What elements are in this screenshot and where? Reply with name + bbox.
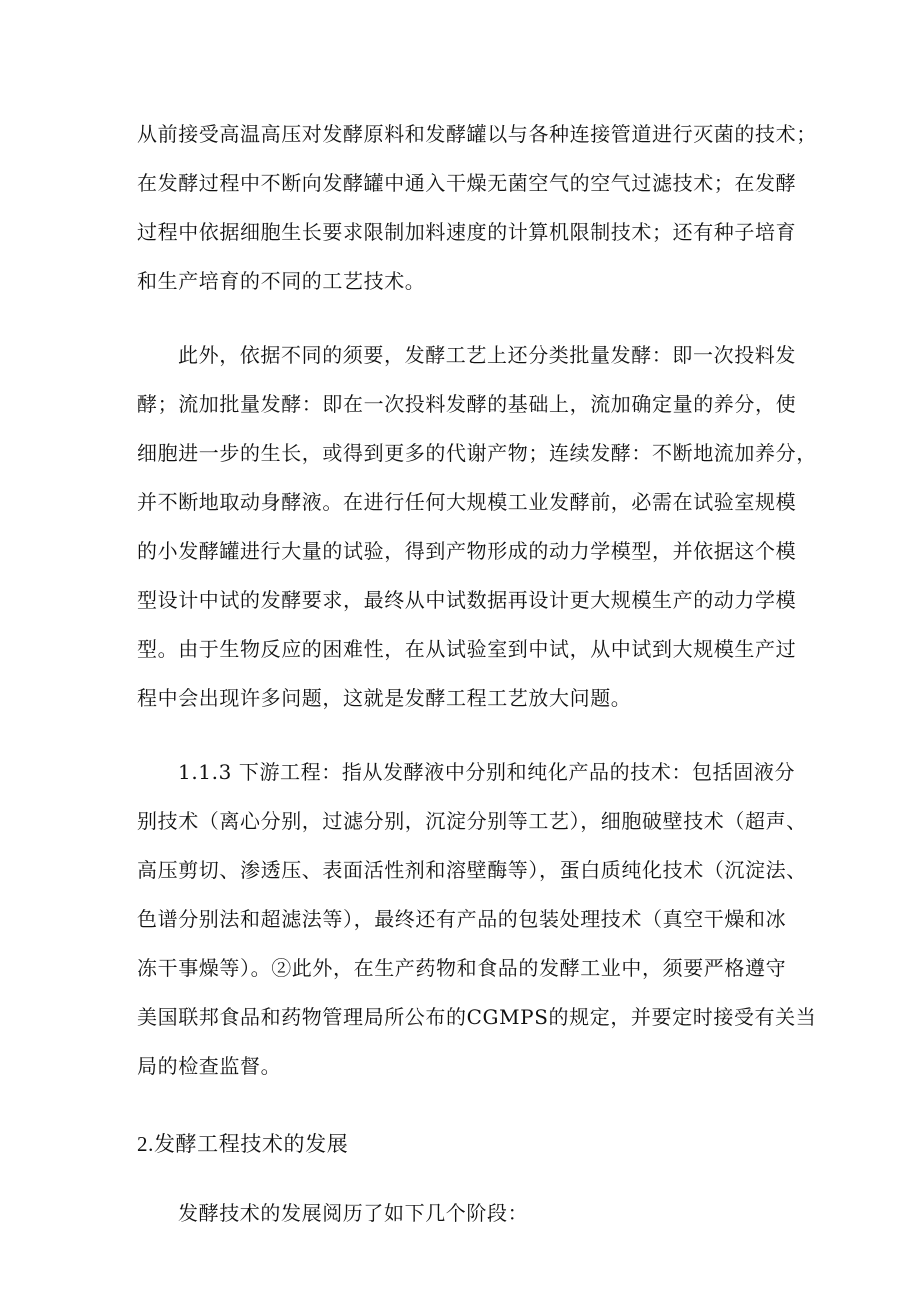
paragraph-3-line-5: 冻干事燥等）。②此外，在生产药物和食品的发酵工业中，须要严格遵守 <box>137 956 787 980</box>
paragraph-3-line-1: 1.1.3 下游工程：指从发酵液中分别和纯化产品的技术：包括固液分 <box>178 760 796 784</box>
paragraph-3-line-3: 高压剪切、渗透压、表面活性剂和溶壁酶等），蛋白质纯化技术（沉淀法、 <box>137 858 807 882</box>
paragraph-2-line-3: 细胞进一步的生长，或得到更多的代谢产物；连续发酵：不断地流加养分， <box>137 441 817 465</box>
paragraph-3-line-4: 色谱分别法和超滤法等），最终还有产品的包装处理技术（真空干燥和冰 <box>137 907 787 931</box>
paragraph-1-line-4: 和生产培育的不同的工艺技术。 <box>137 269 426 293</box>
paragraph-1-line-2: 在发酵过程中不断向发酵罐中通入干燥无菌空气的空气过滤技术；在发酵 <box>137 171 797 195</box>
paragraph-2-line-2: 酵；流加批量发酵：即在一次投料发酵的基础上，流加确定量的养分，使 <box>137 392 797 416</box>
paragraph-2-line-7: 型。由于生物反应的困难性，在从试验室到中试，从中试到大规模生产过 <box>137 637 797 661</box>
paragraph-4-line-1: 发酵技术的发展阅历了如下几个阶段： <box>178 1201 529 1225</box>
paragraph-1-line-1: 从前接受高温高压对发酵原料和发酵罐以与各种连接管道进行灭菌的技术； <box>137 122 817 146</box>
paragraph-1-line-3: 过程中依据细胞生长要求限制加料速度的计算机限制技术；还有种子培育 <box>137 220 797 244</box>
paragraph-3-line-6: 美国联邦食品和药物管理局所公布的CGMPS的规定，并要定时接受有关当 <box>137 1005 817 1029</box>
paragraph-2-line-5: 的小发酵罐进行大量的试验，得到产物形成的动力学模型，并依据这个模 <box>137 539 797 563</box>
paragraph-3-line-7: 局的检查监督。 <box>137 1054 282 1078</box>
section-heading: 2.发酵工程技术的发展 <box>137 1132 349 1156</box>
paragraph-2-line-6: 型设计中试的发酵要求，最终从中试数据再设计更大规模生产的动力学模 <box>137 588 797 612</box>
paragraph-2-line-4: 并不断地取动身酵液。在进行任何大规模工业发酵前，必需在试验室规模 <box>137 490 797 514</box>
paragraph-2-line-8: 程中会出现许多问题，这就是发酵工程工艺放大问题。 <box>137 686 632 710</box>
paragraph-2-line-1: 此外，依据不同的须要，发酵工艺上还分类批量发酵：即一次投料发 <box>178 343 796 367</box>
paragraph-3-line-2: 别技术（离心分别，过滤分别，沉淀分别等工艺），细胞破壁技术（超声、 <box>137 809 807 833</box>
